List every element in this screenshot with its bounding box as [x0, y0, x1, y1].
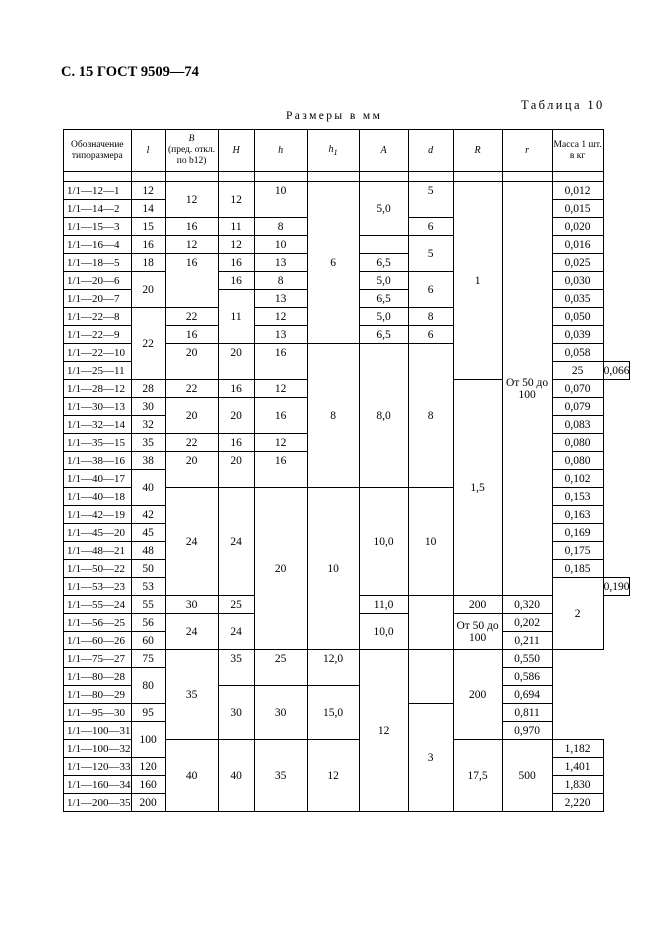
A-cell: 6,5 — [359, 290, 408, 308]
H-cell: 20 — [218, 398, 254, 434]
A-cell — [359, 236, 408, 254]
d-cell: 5 — [408, 182, 453, 218]
designation-cell: 1/1—160—34 — [64, 776, 132, 794]
header-H: H — [218, 130, 254, 172]
header-B — [165, 130, 218, 172]
designation-cell: 1/1—22—8 — [64, 308, 132, 326]
B-cell: 24 — [165, 614, 218, 650]
mass-cell: 0,080 — [552, 434, 603, 452]
table-row — [64, 182, 630, 200]
r-cell: От 50 до 100 — [453, 614, 502, 650]
designation-cell: 1/1—12—1 — [64, 182, 132, 200]
l-cell: 75 — [131, 650, 165, 668]
l-cell: 100 — [131, 722, 165, 758]
R-cell: 2 — [552, 578, 603, 650]
mass-cell: 0,058 — [552, 344, 603, 362]
h-cell: 35 — [254, 740, 307, 812]
mass-cell: 0,190 — [603, 578, 630, 596]
header-mass: Масса 1 шт. в кг — [552, 130, 603, 172]
mass-cell: 0,811 — [502, 704, 552, 722]
d-cell: 12 — [359, 650, 408, 812]
B-cell: 16 — [165, 218, 218, 236]
l-cell: 40 — [131, 470, 165, 506]
B-cell: 40 — [165, 740, 218, 812]
designation-cell: 1/1—55—24 — [64, 596, 132, 614]
l-cell: 14 — [131, 200, 165, 218]
mass-cell: 0,066 — [603, 362, 630, 380]
A-cell: 5,0 — [359, 308, 408, 326]
R-cell — [408, 650, 453, 704]
spacer-cell — [218, 172, 254, 182]
l-cell: 42 — [131, 506, 165, 524]
h-cell: 12 — [254, 434, 307, 452]
l-cell: 50 — [131, 560, 165, 578]
mass-cell: 0,025 — [552, 254, 603, 272]
l-cell: 45 — [131, 524, 165, 542]
mass-cell: 0,015 — [552, 200, 603, 218]
l-cell: 20 — [131, 272, 165, 308]
h-cell: 12 — [254, 308, 307, 326]
h-cell: 8 — [254, 272, 307, 290]
B-cell: 30 — [165, 596, 218, 614]
spacer-cell — [254, 172, 307, 182]
H-cell: 35 — [218, 650, 254, 686]
header-row — [64, 130, 630, 172]
H-cell: 30 — [218, 686, 254, 740]
h1-cell: 10 — [307, 488, 359, 650]
A-cell: 5,0 — [359, 182, 408, 236]
designation-cell: 1/1—50—22 — [64, 560, 132, 578]
H-cell: 16 — [218, 434, 254, 452]
A-cell: 12,0 — [307, 650, 359, 686]
R-cell: 1,5 — [453, 380, 502, 596]
designation-cell: 1/1—22—10 — [64, 344, 132, 362]
l-cell: 18 — [131, 254, 165, 272]
h-cell: 12 — [254, 380, 307, 398]
l-cell: 56 — [131, 614, 165, 632]
designation-cell: 1/1—48—21 — [64, 542, 132, 560]
h-cell: 10 — [254, 182, 307, 218]
R-cell: 3 — [408, 704, 453, 812]
A-cell: 6,5 — [359, 254, 408, 272]
A-cell: 8,0 — [359, 344, 408, 488]
B-cell: 35 — [165, 650, 218, 740]
r-cell: 200 — [453, 650, 502, 740]
B-cell: 20 — [165, 452, 218, 488]
l-cell: 80 — [131, 668, 165, 704]
mass-cell: 0,550 — [502, 650, 552, 668]
mass-cell: 1,830 — [552, 776, 603, 794]
B-cell: 12 — [165, 236, 218, 254]
spacer-cell — [453, 172, 502, 182]
d-cell: 8 — [408, 344, 453, 488]
r-cell: 500 — [502, 740, 552, 812]
l-cell: 15 — [131, 218, 165, 236]
A-cell: 10,0 — [359, 614, 408, 650]
mass-cell: 1,401 — [552, 758, 603, 776]
h1-cell: 8 — [307, 344, 359, 488]
mass-cell: 0,080 — [552, 452, 603, 470]
l-cell: 120 — [131, 758, 165, 776]
H-cell: 11 — [218, 290, 254, 344]
B-cell: 12 — [165, 182, 218, 218]
designation-cell: 1/1—20—7 — [64, 290, 132, 308]
A-cell: 17,5 — [453, 740, 502, 812]
spacer-cell — [552, 172, 603, 182]
H-cell: 40 — [218, 740, 254, 812]
header-h1 — [307, 130, 359, 172]
designation-cell: 1/1—16—4 — [64, 236, 132, 254]
mass-cell: 0,163 — [552, 506, 603, 524]
B-cell: 22 — [165, 380, 218, 398]
designation-cell: 1/1—200—35 — [64, 794, 132, 812]
designation-cell: 1/1—80—28 — [64, 668, 132, 686]
l-cell: 60 — [131, 632, 165, 650]
designation-cell: 1/1—56—25 — [64, 614, 132, 632]
l-cell: 200 — [131, 794, 165, 812]
designation-cell: 1/1—40—18 — [64, 488, 132, 506]
designation-cell: 1/1—15—3 — [64, 218, 132, 236]
mass-cell: 0,169 — [552, 524, 603, 542]
d-cell: 8 — [408, 308, 453, 326]
designation-cell: 1/1—100—32 — [64, 740, 132, 758]
d-cell: 5 — [408, 236, 453, 272]
mass-cell: 0,153 — [552, 488, 603, 506]
l-cell: 12 — [131, 182, 165, 200]
dimensions-table — [63, 129, 630, 812]
header-h: h — [254, 130, 307, 172]
r-cell: 200 — [453, 596, 502, 614]
mass-cell: 0,012 — [552, 182, 603, 200]
spacer-cell — [165, 172, 218, 182]
mass-cell: 0,035 — [552, 290, 603, 308]
mass-cell: 0,211 — [502, 632, 552, 650]
h-cell: 16 — [254, 452, 307, 488]
l-cell: 16 — [131, 236, 165, 254]
mass-cell: 0,970 — [502, 722, 552, 740]
h-cell: 16 — [254, 344, 307, 380]
h-cell: 16 — [254, 398, 307, 434]
designation-cell: 1/1—40—17 — [64, 470, 132, 488]
A-cell: 10,0 — [359, 488, 408, 596]
h-cell: 20 — [254, 488, 307, 650]
mass-cell: 2,220 — [552, 794, 603, 812]
spacer-row — [64, 172, 630, 182]
A-cell: 15,0 — [307, 686, 359, 740]
dimensions-caption: Размеры в мм — [286, 110, 383, 122]
designation-cell: 1/1—100—31 — [64, 722, 132, 740]
header-h1-symbol: h — [328, 143, 334, 155]
B-cell: 16 — [165, 254, 218, 308]
header-B-note: (пред. откл. по b12) — [167, 145, 216, 166]
H-cell: 16 — [218, 380, 254, 398]
l-cell: 35 — [131, 434, 165, 452]
mass-cell: 0,586 — [502, 668, 552, 686]
mass-cell: 0,102 — [552, 470, 603, 488]
designation-cell: 1/1—42—19 — [64, 506, 132, 524]
h-cell: 13 — [254, 290, 307, 308]
R-cell: 1 — [453, 182, 502, 380]
d-cell: 6 — [408, 272, 453, 308]
designation-cell: 1/1—32—14 — [64, 416, 132, 434]
designation-cell: 1/1—95—30 — [64, 704, 132, 722]
mass-cell: 0,320 — [502, 596, 552, 614]
l-cell: 22 — [131, 308, 165, 380]
d-cell: 10 — [408, 488, 453, 596]
l-cell: 28 — [131, 380, 165, 398]
mass-cell: 0,694 — [502, 686, 552, 704]
mass-cell: 1,182 — [552, 740, 603, 758]
header-r: r — [502, 130, 552, 172]
H-cell: 25 — [218, 596, 254, 614]
header-l: l — [131, 130, 165, 172]
l-cell: 38 — [131, 452, 165, 470]
table-row — [64, 650, 630, 668]
designation-cell: 1/1—80—29 — [64, 686, 132, 704]
mass-cell: 0,016 — [552, 236, 603, 254]
h-cell: 25 — [254, 650, 307, 686]
H-cell: 20 — [218, 344, 254, 380]
h-cell: 8 — [254, 218, 307, 236]
designation-cell: 1/1—18—5 — [64, 254, 132, 272]
designation-cell: 1/1—38—16 — [64, 452, 132, 470]
r-cell: От 50 до 100 — [502, 182, 552, 596]
designation-cell: 1/1—22—9 — [64, 326, 132, 344]
spacer-cell — [502, 172, 552, 182]
header-d: d — [408, 130, 453, 172]
l-cell: 30 — [131, 398, 165, 416]
h-cell: 30 — [254, 686, 307, 740]
designation-cell: 1/1—75—27 — [64, 650, 132, 668]
mass-cell: 0,070 — [552, 380, 603, 398]
header-h1-subscript: 1 — [333, 147, 338, 157]
B-cell: 16 — [165, 326, 218, 344]
header-designation: Обозначение типоразмера — [64, 130, 132, 172]
mass-cell: 0,020 — [552, 218, 603, 236]
table-caption: Таблица 10 — [521, 98, 605, 112]
B-cell: 22 — [165, 434, 218, 452]
h1-cell: 12 — [307, 740, 359, 812]
mass-cell: 0,079 — [552, 398, 603, 416]
H-cell: 12 — [218, 236, 254, 254]
B-cell: 24 — [165, 488, 218, 596]
h1-cell: 6 — [307, 182, 359, 344]
h-cell: 13 — [254, 254, 307, 272]
mass-cell: 0,175 — [552, 542, 603, 560]
H-cell: 16 — [218, 254, 254, 272]
designation-cell: 1/1—60—26 — [64, 632, 132, 650]
h-cell: 13 — [254, 326, 307, 344]
spacer-cell — [131, 172, 165, 182]
mass-cell: 0,185 — [552, 560, 603, 578]
A-cell: 11,0 — [359, 596, 408, 614]
header-R: R — [453, 130, 502, 172]
designation-cell: 1/1—28—12 — [64, 380, 132, 398]
mass-cell: 0,050 — [552, 308, 603, 326]
H-cell: 12 — [218, 182, 254, 218]
designation-cell: 1/1—25—11 — [64, 362, 132, 380]
l-cell: 25 — [552, 362, 603, 380]
B-cell: 22 — [165, 308, 218, 326]
spacer-cell — [307, 172, 359, 182]
d-cell — [408, 596, 453, 650]
l-cell: 48 — [131, 542, 165, 560]
l-cell: 55 — [131, 596, 165, 614]
H-cell: 16 — [218, 272, 254, 290]
A-cell: 6,5 — [359, 326, 408, 344]
designation-cell: 1/1—20—6 — [64, 272, 132, 290]
d-cell: 6 — [408, 326, 453, 344]
l-cell: 95 — [131, 704, 165, 722]
B-cell: 20 — [165, 344, 218, 380]
spacer-cell — [408, 172, 453, 182]
B-cell: 20 — [165, 398, 218, 434]
H-cell: 24 — [218, 488, 254, 596]
spacer-cell — [64, 172, 132, 182]
designation-cell: 1/1—35—15 — [64, 434, 132, 452]
designation-cell: 1/1—45—20 — [64, 524, 132, 542]
designation-cell: 1/1—14—2 — [64, 200, 132, 218]
H-cell: 24 — [218, 614, 254, 650]
mass-cell: 0,083 — [552, 416, 603, 434]
header-A: A — [359, 130, 408, 172]
A-cell: 5,0 — [359, 272, 408, 290]
designation-cell: 1/1—30—13 — [64, 398, 132, 416]
designation-cell: 1/1—120—33 — [64, 758, 132, 776]
mass-cell: 0,030 — [552, 272, 603, 290]
l-cell: 32 — [131, 416, 165, 434]
page-header: С. 15 ГОСТ 9509—74 — [61, 64, 199, 80]
header-B-symbol: B — [188, 134, 195, 144]
l-cell: 160 — [131, 776, 165, 794]
mass-cell: 0,039 — [552, 326, 603, 344]
H-cell: 20 — [218, 452, 254, 488]
H-cell: 11 — [218, 218, 254, 236]
spacer-cell — [359, 172, 408, 182]
designation-cell: 1/1—53—23 — [64, 578, 132, 596]
mass-cell: 0,202 — [502, 614, 552, 632]
d-cell: 6 — [408, 218, 453, 236]
l-cell: 53 — [131, 578, 165, 596]
h-cell: 10 — [254, 236, 307, 254]
